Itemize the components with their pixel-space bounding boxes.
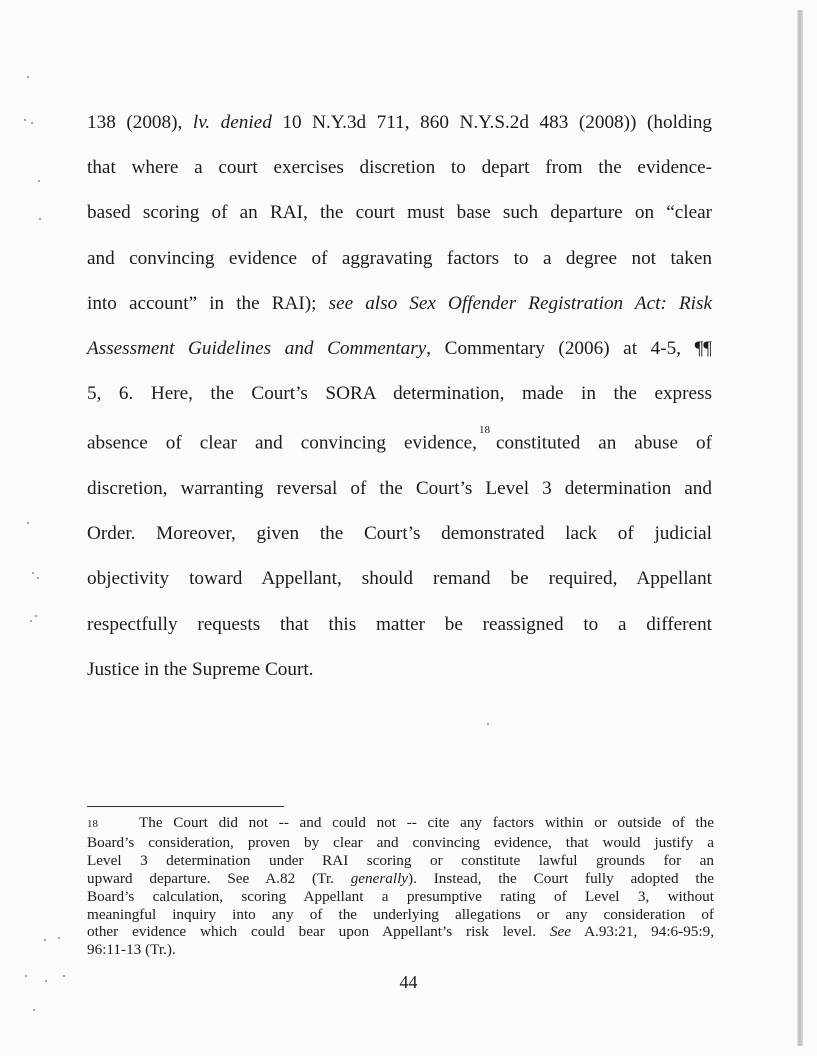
page-number: 44 [399,972,418,992]
footnote-line: meaningful inquiry into any of the underlying allegations or any consideration of [87,905,714,923]
footnote-reference: 18 [478,424,490,437]
body-line: based scoring of an RAI, the court must base such departure on “clear [87,202,712,224]
body-line: absence of clear and convincing evidence,$^{18}$constituted an abuse of [87,424,712,454]
scan-speck [32,572,34,574]
scan-speck [38,180,40,182]
footnote-line: Level 3 determination under RAI scoring or constitute lawful grounds for an [87,851,714,869]
body-line: Order. Moreover, given the Court’s demonstrated lack of judicial [87,523,712,545]
body-line: that where a court exercises discretion to depart from the evidence- [87,157,712,179]
body-line: discretion, warranting reversal of the Court’s Level 3 determination and [87,478,712,500]
scan-speck [35,615,37,617]
footnote-number: 18 [87,818,98,830]
scan-speck [33,1009,35,1011]
footnote-divider [87,806,284,807]
scan-speck [37,577,39,579]
scan-speck [58,937,60,939]
footnote-line: Board’s calculation, scoring Appellant a presumptive rating of Level 3, without [87,887,714,905]
body-line: 138 (2008), lv. denied 10 N.Y.3d 711, 860 N.Y.S.2d 483 (2008)) (holding [87,112,713,133]
footnote-line: 96:11-13 (Tr.). [87,941,176,959]
scan-speck [24,119,26,121]
scan-speck [27,522,29,524]
scan-edge [797,10,803,1046]
footnote [87,814,714,959]
body-line: and convincing evidence of aggravating factors to a degree not taken [87,247,712,269]
scan-speck [44,939,46,941]
footnote-line: 18 The Court did not -- and could not -- cite any factors within or outside of the [87,814,714,834]
body-line: 5, 6. Here, the Court’s SORA determination, made in the express [87,383,712,405]
scan-speck [27,76,29,78]
footnote-line: Board’s consideration, proven by clear and convincing evidence, that would justify a [87,833,714,851]
body-line: into account” in the RAI); see also Sex Offender Registration Act: Risk [87,292,712,314]
footnote-line: other evidence which could bear upon Appellant’s risk level. See A.93:21, 94:6-95:9, [87,923,714,941]
footnote-line: upward departure. See A.82 (Tr. generally). Instead, the Court fully adopted the [87,869,714,887]
scan-speck [31,122,33,124]
scan-speck [30,620,32,622]
body-line: respectfully requests that this matter be reassigned to a different [87,613,712,635]
scan-speck [39,218,41,220]
body-line: Justice in the Supreme Court. [87,658,314,680]
body-paragraph [87,100,712,692]
scan-speck [487,723,489,725]
body-line: Assessment Guidelines and Commentary, Commentary (2006) at 4-5, ¶¶ [87,338,713,360]
body-line: objectivity toward Appellant, should remand be required, Appellant [87,568,712,590]
